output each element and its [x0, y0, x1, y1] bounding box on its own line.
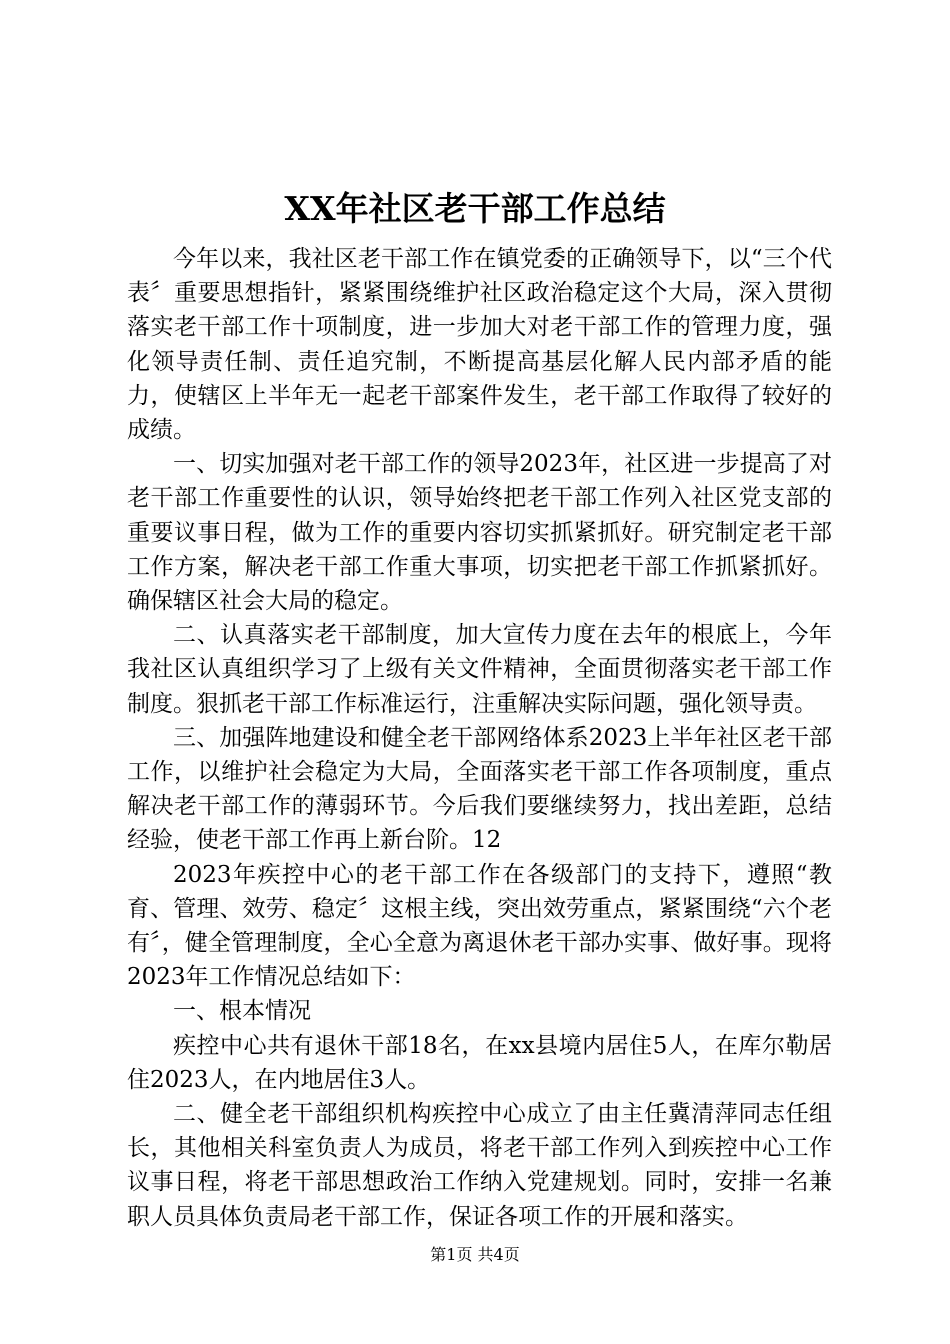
document-body [127, 242, 832, 1234]
paragraph-cdc-intro: 2023年疾控中心的老干部工作在各级部门的支持下，遵照“教育、管理、效劳、稳定〞这根主线，突出效劳重点，紧紧围绕“六个老有〞，健全管理制度，全心全意为离退休老干部办实事、做好事。现将2023年工作情况总结如下： [127, 861, 832, 991]
paragraph-section-2: 二、认真落实老干部制度，加大宣传力度在去年的根底上，今年我社区认真组织学习了上级有关文件精神，全面贯彻落实老干部工作制度。狠抓老干部工作标准运行，注重解决实际问题，强化领导责。 [127, 622, 832, 717]
page-number-footer: 第1页 共4页 [430, 1245, 520, 1264]
paragraph-intro: 今年以来，我社区老干部工作在镇党委的正确领导下，以“三个代表〞重要思想指针，紧紧围绕维护社区政治稳定这个大局，深入贯彻落实老干部工作十项制度，进一步加大对老干部工作的管理力度，强化领导责任制、责任追究制，不断提高基层化解人民内部矛盾的能力，使辖区上半年无一起老干部案件发生，老干部工作取得了较好的成绩。 [127, 246, 832, 444]
paragraph-basic-info: 疾控中心共有退休干部18名，在xx县境内居住5人，在库尔勒居住2023人，在内地居住3人。 [127, 1032, 832, 1093]
paragraph-basic-heading: 一、根本情况 [173, 998, 311, 1025]
paragraph-organization: 二、健全老干部组织机构疾控中心成立了由主任冀清萍同志任组长，其他相关科室负责人为成员，将老干部工作列入到疾控中心工作议事日程，将老干部思想政治工作纳入党建规划。同时，安排一名兼职人员具体负责局老干部工作，保证各项工作的开展和落实。 [127, 1101, 832, 1230]
paragraph-section-3: 三、加强阵地建设和健全老干部网络体系2023上半年社区老干部工作，以维护社会稳定为大局，全面落实老干部工作各项制度，重点解决老干部工作的薄弱环节。今后我们要继续努力，找出差距，总结经验，使老干部工作再上新台阶。12 [127, 724, 832, 854]
paragraph-section-1: 一、切实加强对老干部工作的领导2023年，社区进一步提高了对老干部工作重要性的认识，领导始终把老干部工作列入社区党支部的重要议事日程，做为工作的重要内容切实抓紧抓好。研究制定老干部工作方案，解决老干部工作重大事项，切实把老干部工作抓紧抓好。确保辖区社会大局的稳定。 [127, 451, 832, 615]
document-title: XX年社区老干部工作总结 [284, 189, 666, 228]
